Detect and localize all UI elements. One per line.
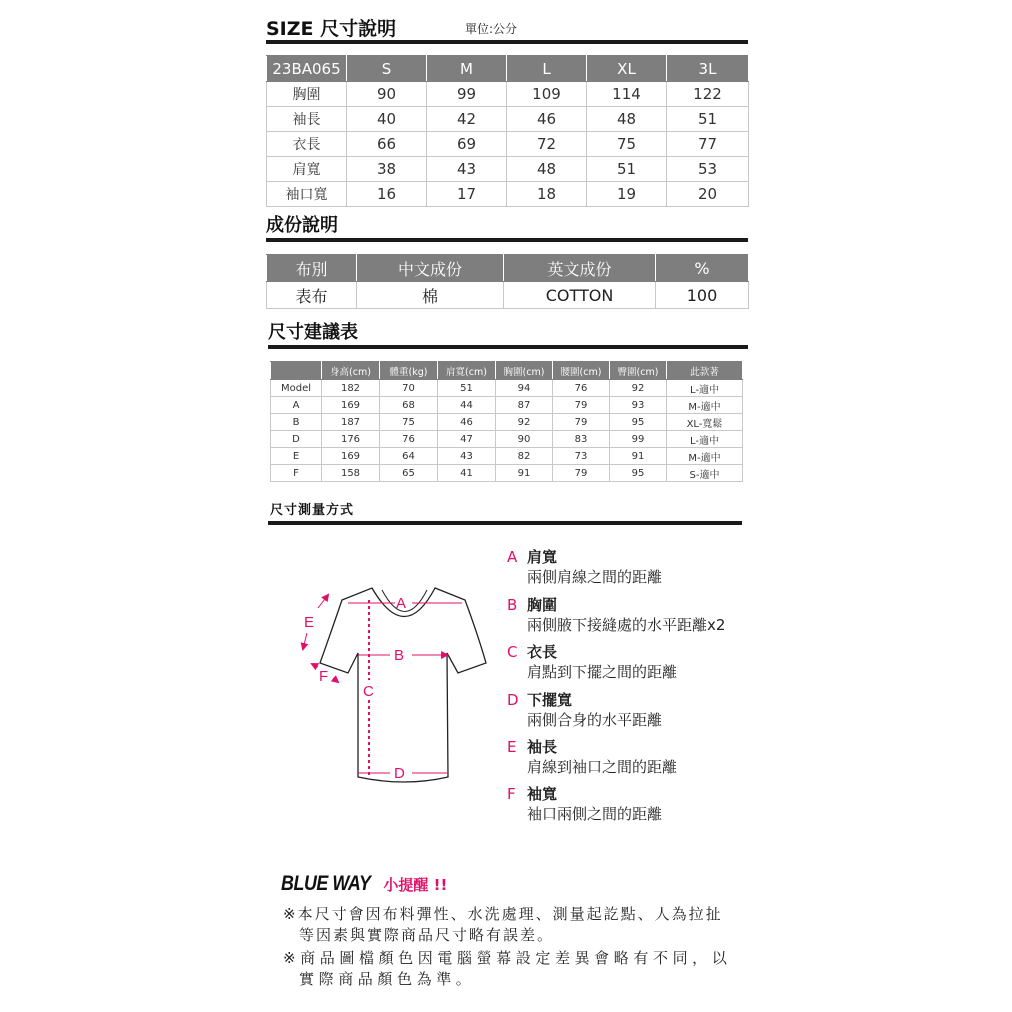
cell: 72: [507, 132, 587, 157]
cell: 53: [667, 157, 749, 182]
suggestion-table-header: [271, 362, 743, 380]
cell: M-適中: [667, 397, 743, 414]
sugg-header-waist: 腰圍(cm): [553, 362, 610, 380]
cell: 94: [496, 380, 553, 397]
cell: 43: [438, 448, 496, 465]
size-header-style: 23BA065: [267, 56, 347, 82]
size-unit-label: 單位:公分: [465, 22, 518, 36]
tshirt-outline: [320, 588, 486, 782]
cell: 182: [322, 380, 380, 397]
suggestion-table: [270, 361, 743, 482]
sugg-header-chest: 胸圍(cm): [496, 362, 553, 380]
cell: 17: [427, 182, 507, 207]
row-label: D: [271, 431, 322, 448]
cell: 99: [427, 82, 507, 107]
cell: 158: [322, 465, 380, 482]
table-row: [267, 282, 749, 309]
table-row: [271, 414, 743, 431]
cell: 75: [380, 414, 438, 431]
cell: 79: [553, 465, 610, 482]
cell: 19: [587, 182, 667, 207]
cell: 95: [610, 414, 667, 431]
measure-section-title: 尺寸測量方式: [270, 503, 355, 518]
table-row: [271, 431, 743, 448]
table-row: [267, 107, 749, 132]
cell: 表布: [267, 282, 357, 309]
diagram-label-c: C: [363, 683, 374, 700]
cell: 46: [438, 414, 496, 431]
cell: 93: [610, 397, 667, 414]
note-color-variance-1: ※商品圖檔顏色因電腦螢幕設定差異會略有不同，以: [283, 949, 732, 967]
sugg-header-hip: 臀圍(cm): [610, 362, 667, 380]
composition-section-rule: [266, 238, 748, 242]
row-label: 袖長: [267, 107, 347, 132]
measure-desc: 兩側合身的水平距離: [527, 711, 663, 729]
comp-header-percent: %: [656, 255, 749, 282]
cell: 176: [322, 431, 380, 448]
size-table: [266, 55, 749, 207]
cell: 41: [438, 465, 496, 482]
size-header-3l: 3L: [667, 56, 749, 82]
diagram-label-f: F: [319, 668, 329, 685]
measure-name: 袖長: [527, 738, 558, 756]
measure-section-rule: [268, 521, 742, 525]
cell: 64: [380, 448, 438, 465]
table-row: [267, 157, 749, 182]
measure-item-d: [507, 690, 662, 730]
table-row: [271, 448, 743, 465]
cell: 92: [496, 414, 553, 431]
measure-letter: E: [507, 738, 517, 756]
diagram-label-b: B: [394, 647, 405, 664]
cell: 73: [553, 448, 610, 465]
cell: 187: [322, 414, 380, 431]
cell: 66: [347, 132, 427, 157]
sleeve-length-arrow: [318, 595, 328, 608]
measure-letter: B: [507, 596, 518, 614]
cell: 51: [667, 107, 749, 132]
measure-name: 袖寬: [527, 785, 558, 803]
table-row: [267, 132, 749, 157]
cell: 38: [347, 157, 427, 182]
table-row: [267, 82, 749, 107]
note-color-variance-2: 實際商品顏色為準。: [299, 970, 476, 988]
measure-name: 肩寬: [527, 548, 558, 566]
cell: S-適中: [667, 465, 743, 482]
size-header-l: L: [507, 56, 587, 82]
cell: 44: [438, 397, 496, 414]
row-label: B: [271, 414, 322, 431]
note-size-variance-1: ※本尺寸會因布料彈性、水洗處理、測量起訖點、人為拉扯: [283, 905, 723, 923]
cell: 99: [610, 431, 667, 448]
diagram-label-a: A: [396, 595, 407, 612]
reminder-title: 小提醒 !!: [383, 876, 448, 894]
cell: 75: [587, 132, 667, 157]
measure-item-a: [507, 547, 662, 587]
cell: 68: [380, 397, 438, 414]
comp-header-chinese: 中文成份: [357, 255, 504, 282]
cell: 20: [667, 182, 749, 207]
cell: 91: [610, 448, 667, 465]
suggestion-section-title: 尺寸建議表: [268, 322, 358, 343]
cell: 70: [380, 380, 438, 397]
composition-table-header: [267, 255, 749, 282]
cell: M-適中: [667, 448, 743, 465]
row-label: 胸圍: [267, 82, 347, 107]
cell: 51: [587, 157, 667, 182]
comp-header-english: 英文成份: [504, 255, 656, 282]
measure-desc: 肩線到袖口之間的距離: [527, 758, 678, 776]
row-label: F: [271, 465, 322, 482]
cell: 43: [427, 157, 507, 182]
cell: 40: [347, 107, 427, 132]
measure-item-f: [507, 784, 662, 824]
sugg-header-height: 身高(cm): [322, 362, 380, 380]
cell: 69: [427, 132, 507, 157]
row-label: Model: [271, 380, 322, 397]
sugg-header-wearing: 此款著: [667, 362, 743, 380]
measure-desc: 兩側腋下接縫處的水平距離x2: [527, 616, 726, 634]
sleeve-width-arrow: [333, 678, 338, 682]
cell: 77: [667, 132, 749, 157]
table-row: [271, 397, 743, 414]
measure-name: 衣長: [527, 643, 558, 661]
cell: 48: [507, 157, 587, 182]
row-label: 衣長: [267, 132, 347, 157]
measure-desc: 袖口兩側之間的距離: [527, 805, 663, 823]
cell: 16: [347, 182, 427, 207]
cell: 169: [322, 448, 380, 465]
row-label: 袖口寬: [267, 182, 347, 207]
measure-item-c: [507, 642, 677, 682]
brand-logo: BLUE WAY: [281, 872, 371, 895]
cell: 47: [438, 431, 496, 448]
cell: 79: [553, 414, 610, 431]
comp-header-fabric: 布別: [267, 255, 357, 282]
cell: 76: [380, 431, 438, 448]
measure-letter: D: [507, 691, 519, 709]
table-row: [271, 380, 743, 397]
cell: 82: [496, 448, 553, 465]
cell: 95: [610, 465, 667, 482]
tshirt-measurement-diagram: [290, 575, 500, 790]
measure-letter: F: [507, 785, 516, 803]
cell: L-適中: [667, 431, 743, 448]
row-label: A: [271, 397, 322, 414]
sugg-header-blank: [271, 362, 322, 380]
cell: 42: [427, 107, 507, 132]
table-row: [271, 465, 743, 482]
cell: 114: [587, 82, 667, 107]
sleeve-width-arrow: [312, 664, 318, 667]
cell: 51: [438, 380, 496, 397]
measure-item-e: [507, 737, 677, 777]
sugg-header-weight: 體重(kg): [380, 362, 438, 380]
cell: 棉: [357, 282, 504, 309]
cell: 87: [496, 397, 553, 414]
cell: 48: [587, 107, 667, 132]
measure-name: 下擺寬: [527, 691, 573, 709]
size-table-header: [267, 56, 749, 82]
composition-section-title: 成份說明: [266, 215, 338, 236]
cell: 83: [553, 431, 610, 448]
diagram-label-e: E: [304, 614, 315, 631]
cell: 76: [553, 380, 610, 397]
measure-letter: A: [507, 548, 518, 566]
table-row: [267, 182, 749, 207]
measure-item-b: [507, 595, 725, 635]
cell: 46: [507, 107, 587, 132]
cell: XL-寬鬆: [667, 414, 743, 431]
size-header-xl: XL: [587, 56, 667, 82]
cell: COTTON: [504, 282, 656, 309]
composition-table: [266, 254, 749, 309]
row-label: 肩寬: [267, 157, 347, 182]
suggestion-section-rule: [268, 345, 748, 349]
measure-desc: 兩側肩線之間的距離: [527, 568, 663, 586]
size-section-title: SIZE 尺寸說明: [266, 18, 397, 40]
row-label: E: [271, 448, 322, 465]
cell: 109: [507, 82, 587, 107]
reminder-heading: [281, 872, 447, 896]
size-section-rule: [266, 40, 748, 44]
cell: 65: [380, 465, 438, 482]
size-header-m: M: [427, 56, 507, 82]
measure-name: 胸圍: [527, 596, 558, 614]
cell: 122: [667, 82, 749, 107]
measure-desc: 肩點到下擺之間的距離: [527, 663, 678, 681]
size-header-s: S: [347, 56, 427, 82]
cell: L-適中: [667, 380, 743, 397]
cell: 79: [553, 397, 610, 414]
cell: 18: [507, 182, 587, 207]
cell: 90: [496, 431, 553, 448]
cell: 91: [496, 465, 553, 482]
sugg-header-shoulder: 肩寬(cm): [438, 362, 496, 380]
measure-letter: C: [507, 643, 518, 661]
cell: 92: [610, 380, 667, 397]
diagram-label-d: D: [394, 765, 405, 782]
cell: 169: [322, 397, 380, 414]
sleeve-length-arrow: [303, 633, 307, 649]
cell: 90: [347, 82, 427, 107]
cell: 100: [656, 282, 749, 309]
note-size-variance-2: 等因素與實際商品尺寸略有誤差。: [299, 926, 555, 944]
